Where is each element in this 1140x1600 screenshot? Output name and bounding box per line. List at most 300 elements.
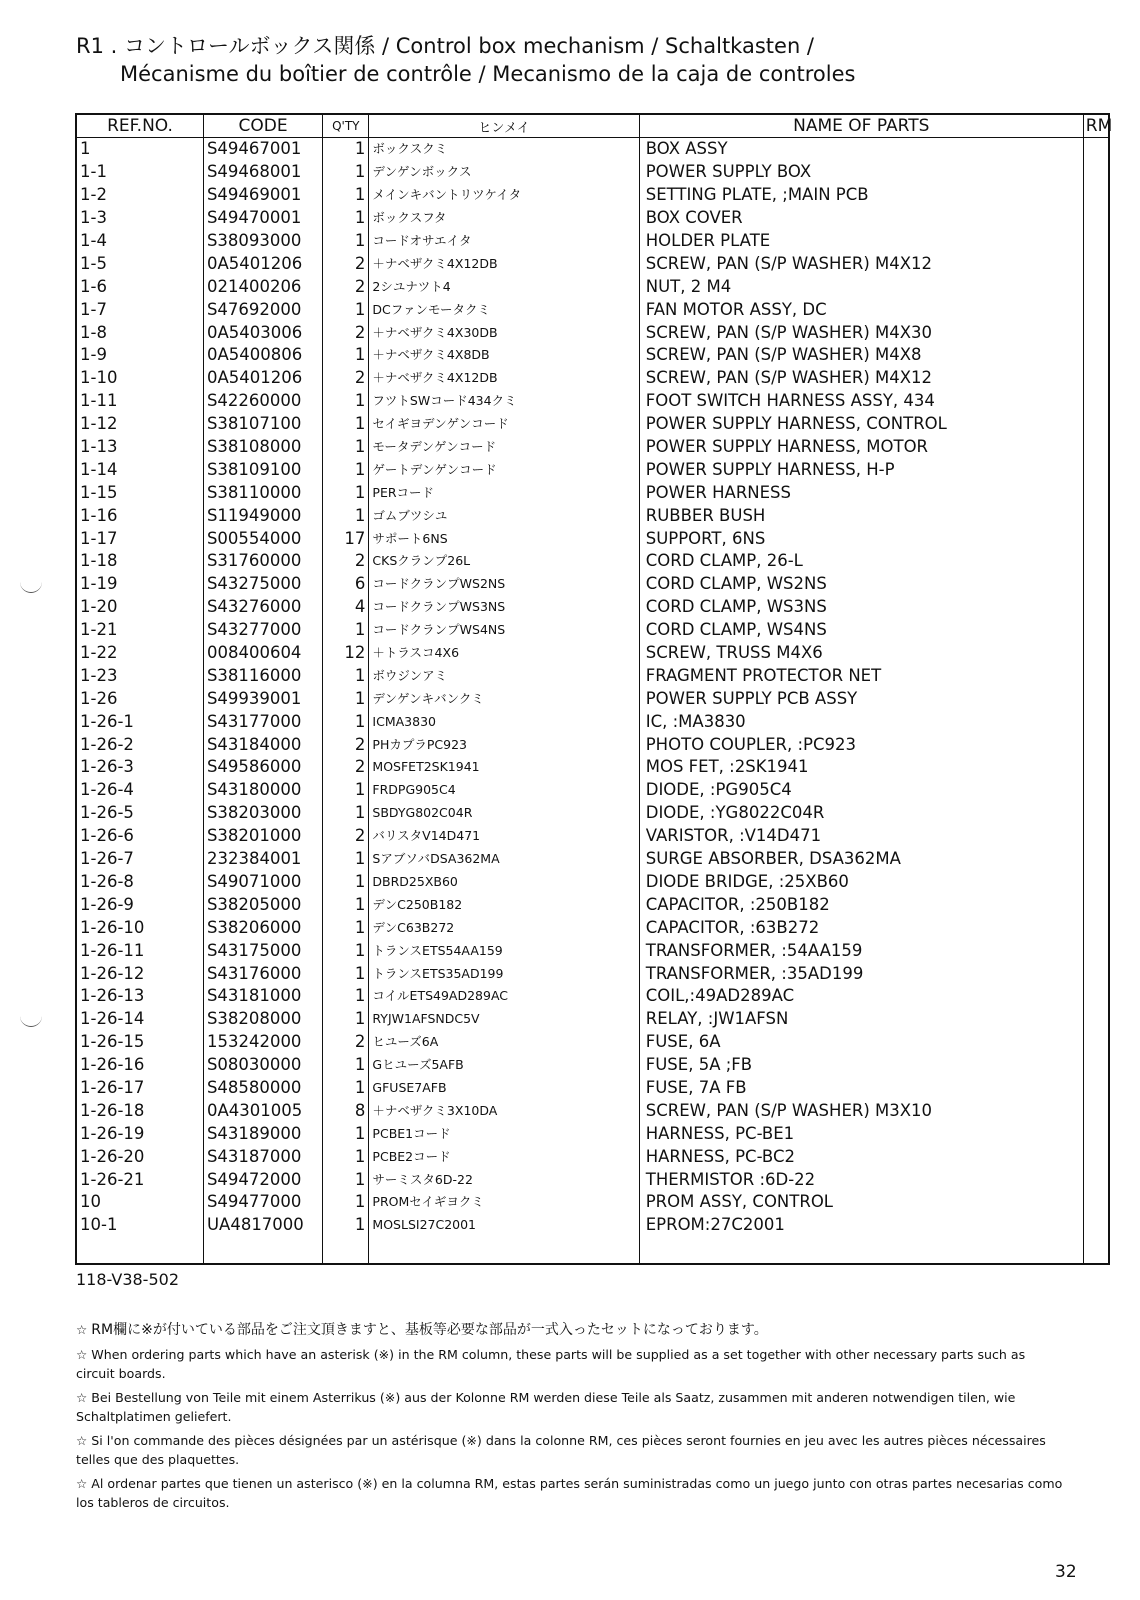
cell-code: S48580000 [203, 1077, 322, 1100]
cell-ref-no: 1-6 [76, 275, 203, 298]
binding-hole-mark [20, 578, 42, 593]
note-german-text: Bei Bestellung von Teile mit einem Asterrikus (※) aus der Kolonne RM werden diese Teile als Saatz, zusammen mit anderen notwendigen tilen, wie Schaltplatimen geliefert. [76, 1390, 1016, 1424]
cell-qty: 1 [323, 390, 369, 413]
cell-code: S43180000 [203, 779, 322, 802]
table-row [76, 802, 1109, 825]
table-row [76, 161, 1109, 184]
cell-kana-name: FRDPG905C4 [369, 779, 639, 802]
cell-code: S49586000 [203, 756, 322, 779]
cell-ref-no: 1-26-18 [76, 1099, 203, 1122]
cell-kana-name: トランスETS35AD199 [369, 962, 639, 985]
cell-kana-name: RYJW1AFSNDC5V [369, 1008, 639, 1031]
cell-part-name: HOLDER PLATE [639, 230, 1083, 253]
cell-part-name: CORD CLAMP, 26-L [639, 550, 1083, 573]
cell-code: S43175000 [203, 939, 322, 962]
table-row [76, 916, 1109, 939]
cell-ref-no: 10 [76, 1191, 203, 1214]
title-line-1: R1 . コントロールボックス関係 / Control box mechanism / Schaltkasten / [76, 34, 814, 58]
empty-cell [323, 1237, 369, 1264]
cell-ref-no: 1-1 [76, 161, 203, 184]
table-row [76, 1077, 1109, 1100]
cell-qty: 1 [323, 664, 369, 687]
cell-part-name: BOX COVER [639, 207, 1083, 230]
table-row [76, 962, 1109, 985]
cell-rm [1083, 481, 1109, 504]
cell-ref-no: 1-5 [76, 252, 203, 275]
cell-kana-name: SBDYG802C04R [369, 802, 639, 825]
cell-part-name: FRAGMENT PROTECTOR NET [639, 664, 1083, 687]
cell-rm [1083, 916, 1109, 939]
table-row [76, 642, 1109, 665]
cell-rm [1083, 1077, 1109, 1100]
note-japanese-text: RM欄に※が付いている部品をご注文頂きますと、基板等必要な部品が一式入ったセットになっております。 [91, 1322, 768, 1338]
table-row [76, 1145, 1109, 1168]
cell-code: 021400206 [203, 275, 322, 298]
cell-kana-name: PROMセイギヨクミ [369, 1191, 639, 1214]
cell-rm [1083, 458, 1109, 481]
cell-part-name: EPROM:27C2001 [639, 1214, 1083, 1237]
cell-code: S49467001 [203, 138, 322, 161]
column-header-ref: REF.NO. [76, 114, 203, 138]
table-row [76, 184, 1109, 207]
cell-part-name: SUPPORT, 6NS [639, 527, 1083, 550]
table-row [76, 413, 1109, 436]
cell-kana-name: コイルETS49AD289AC [369, 985, 639, 1008]
cell-part-name: TRANSFORMER, :54AA159 [639, 939, 1083, 962]
cell-part-name: TRANSFORMER, :35AD199 [639, 962, 1083, 985]
cell-rm [1083, 1214, 1109, 1237]
cell-code: S11949000 [203, 504, 322, 527]
cell-rm [1083, 436, 1109, 459]
cell-code: S49939001 [203, 687, 322, 710]
column-header-code: CODE [203, 114, 322, 138]
cell-code: S49472000 [203, 1168, 322, 1191]
cell-qty: 4 [323, 596, 369, 619]
cell-qty: 1 [323, 1145, 369, 1168]
cell-code: S38205000 [203, 893, 322, 916]
cell-rm [1083, 687, 1109, 710]
cell-qty: 1 [323, 1122, 369, 1145]
cell-rm [1083, 596, 1109, 619]
cell-ref-no: 1-26-10 [76, 916, 203, 939]
cell-rm [1083, 184, 1109, 207]
cell-rm [1083, 367, 1109, 390]
table-row [76, 619, 1109, 642]
table-spacer-row [76, 1237, 1109, 1264]
cell-ref-no: 1-26-12 [76, 962, 203, 985]
cell-part-name: PHOTO COUPLER, :PC923 [639, 733, 1083, 756]
table-row [76, 573, 1109, 596]
cell-part-name: CORD CLAMP, WS3NS [639, 596, 1083, 619]
cell-kana-name: デンゲンキバンクミ [369, 687, 639, 710]
cell-rm [1083, 504, 1109, 527]
cell-kana-name: デンC63B272 [369, 916, 639, 939]
cell-ref-no: 1-9 [76, 344, 203, 367]
cell-rm [1083, 321, 1109, 344]
cell-part-name: CORD CLAMP, WS4NS [639, 619, 1083, 642]
cell-qty: 1 [323, 848, 369, 871]
cell-kana-name: PCBE1コード [369, 1122, 639, 1145]
cell-kana-name: ヒユーズ6A [369, 1031, 639, 1054]
cell-ref-no: 1-26-13 [76, 985, 203, 1008]
cell-code: 0A5400806 [203, 344, 322, 367]
cell-part-name: SETTING PLATE, ;MAIN PCB [639, 184, 1083, 207]
cell-rm [1083, 1122, 1109, 1145]
cell-rm [1083, 230, 1109, 253]
star-icon: ☆ [76, 1322, 88, 1337]
note-french-text: Si l'on commande des pièces désignées par un astérisque (※) dans la colonne RM, ces pièces seront fournies en jeu avec les autres pièces nécessaires telles que des plaquettes. [76, 1433, 1046, 1467]
cell-code: S00554000 [203, 527, 322, 550]
cell-qty: 1 [323, 802, 369, 825]
cell-qty: 2 [323, 275, 369, 298]
cell-rm [1083, 1008, 1109, 1031]
cell-qty: 1 [323, 779, 369, 802]
cell-kana-name: ＋ナベザクミ4X30DB [369, 321, 639, 344]
page-title [76, 32, 855, 88]
cell-rm [1083, 779, 1109, 802]
column-header-rm: RM [1083, 114, 1109, 138]
cell-code: S49470001 [203, 207, 322, 230]
cell-kana-name: PERコード [369, 481, 639, 504]
table-row [76, 390, 1109, 413]
cell-code: S43276000 [203, 596, 322, 619]
cell-qty: 1 [323, 1191, 369, 1214]
column-header-qty: Q'TY [323, 114, 369, 138]
empty-cell [639, 1237, 1083, 1264]
cell-code: S43277000 [203, 619, 322, 642]
cell-qty: 2 [323, 825, 369, 848]
table-row [76, 1099, 1109, 1122]
cell-qty: 2 [323, 550, 369, 573]
cell-part-name: FUSE, 6A [639, 1031, 1083, 1054]
cell-qty: 1 [323, 184, 369, 207]
cell-qty: 1 [323, 230, 369, 253]
cell-rm [1083, 298, 1109, 321]
cell-rm [1083, 390, 1109, 413]
cell-part-name: POWER SUPPLY HARNESS, CONTROL [639, 413, 1083, 436]
cell-qty: 1 [323, 436, 369, 459]
cell-part-name: RUBBER BUSH [639, 504, 1083, 527]
cell-code: 008400604 [203, 642, 322, 665]
cell-kana-name: ゴムブツシユ [369, 504, 639, 527]
cell-part-name: DIODE, :YG8022C04R [639, 802, 1083, 825]
cell-ref-no: 1-26-11 [76, 939, 203, 962]
cell-part-name: CAPACITOR, :250B182 [639, 893, 1083, 916]
note-french [76, 1431, 1066, 1469]
cell-rm [1083, 733, 1109, 756]
cell-code: S08030000 [203, 1054, 322, 1077]
cell-ref-no: 1-10 [76, 367, 203, 390]
star-icon: ☆ [76, 1347, 88, 1362]
cell-part-name: POWER SUPPLY PCB ASSY [639, 687, 1083, 710]
cell-kana-name: バリスタV14D471 [369, 825, 639, 848]
cell-qty: 1 [323, 710, 369, 733]
cell-rm [1083, 642, 1109, 665]
column-header-name: NAME OF PARTS [639, 114, 1083, 138]
cell-kana-name: トランスETS54AA159 [369, 939, 639, 962]
cell-qty: 1 [323, 504, 369, 527]
cell-part-name: HARNESS, PC-BC2 [639, 1145, 1083, 1168]
cell-rm [1083, 573, 1109, 596]
table-row [76, 1031, 1109, 1054]
table-row [76, 458, 1109, 481]
cell-rm [1083, 985, 1109, 1008]
cell-kana-name: ボックスフタ [369, 207, 639, 230]
table-row [76, 1122, 1109, 1145]
star-icon: ☆ [76, 1433, 88, 1448]
cell-qty: 1 [323, 916, 369, 939]
table-row [76, 825, 1109, 848]
cell-part-name: PROM ASSY, CONTROL [639, 1191, 1083, 1214]
cell-ref-no: 1-18 [76, 550, 203, 573]
cell-rm [1083, 619, 1109, 642]
table-row [76, 321, 1109, 344]
cell-kana-name: ICMA3830 [369, 710, 639, 733]
cell-rm [1083, 1145, 1109, 1168]
cell-code: 153242000 [203, 1031, 322, 1054]
cell-qty: 1 [323, 939, 369, 962]
note-german [76, 1388, 1066, 1426]
table-row [76, 756, 1109, 779]
cell-code: 0A5401206 [203, 252, 322, 275]
cell-ref-no: 1-26-6 [76, 825, 203, 848]
table-row [76, 687, 1109, 710]
cell-kana-name: CKSクランプ26L [369, 550, 639, 573]
cell-part-name: BOX ASSY [639, 138, 1083, 161]
cell-code: S43184000 [203, 733, 322, 756]
cell-part-name: VARISTOR, :V14D471 [639, 825, 1083, 848]
cell-part-name: COIL,:49AD289AC [639, 985, 1083, 1008]
cell-rm [1083, 550, 1109, 573]
cell-ref-no: 1-26-4 [76, 779, 203, 802]
cell-ref-no: 1-8 [76, 321, 203, 344]
cell-code: 0A5401206 [203, 367, 322, 390]
cell-ref-no: 1-26-2 [76, 733, 203, 756]
cell-qty: 1 [323, 893, 369, 916]
cell-part-name: THERMISTOR :6D-22 [639, 1168, 1083, 1191]
empty-cell [369, 1237, 639, 1264]
cell-kana-name: ボウジンアミ [369, 664, 639, 687]
table-row [76, 939, 1109, 962]
cell-rm [1083, 893, 1109, 916]
cell-ref-no: 1-23 [76, 664, 203, 687]
cell-code: S43189000 [203, 1122, 322, 1145]
table-row [76, 252, 1109, 275]
cell-rm [1083, 1191, 1109, 1214]
cell-part-name: SCREW, PAN (S/P WASHER) M4X12 [639, 252, 1083, 275]
note-english [76, 1345, 1066, 1383]
cell-rm [1083, 275, 1109, 298]
cell-code: S43177000 [203, 710, 322, 733]
table-row [76, 733, 1109, 756]
title-line-2: Mécanisme du boîtier de contrôle / Mecanismo de la caja de controles [120, 62, 856, 86]
empty-cell [1083, 1237, 1109, 1264]
cell-kana-name: ボックスクミ [369, 138, 639, 161]
cell-rm [1083, 825, 1109, 848]
cell-part-name: POWER SUPPLY BOX [639, 161, 1083, 184]
cell-kana-name: メインキバントリツケイタ [369, 184, 639, 207]
cell-rm [1083, 1168, 1109, 1191]
cell-rm [1083, 1099, 1109, 1122]
cell-qty: 1 [323, 344, 369, 367]
cell-code: S38116000 [203, 664, 322, 687]
cell-qty: 1 [323, 458, 369, 481]
cell-code: 232384001 [203, 848, 322, 871]
table-row [76, 848, 1109, 871]
table-row [76, 871, 1109, 894]
cell-qty: 1 [323, 1168, 369, 1191]
note-spanish-text: Al ordenar partes que tienen un asterisco (※) en la columna RM, estas partes serán suministradas como un juego junto con otras partes necesarias como los tableros de circuitos. [76, 1476, 1063, 1510]
cell-qty: 1 [323, 481, 369, 504]
cell-part-name: POWER SUPPLY HARNESS, MOTOR [639, 436, 1083, 459]
cell-ref-no: 1-12 [76, 413, 203, 436]
cell-part-name: FUSE, 7A FB [639, 1077, 1083, 1100]
cell-part-name: POWER SUPPLY HARNESS, H-P [639, 458, 1083, 481]
table-row [76, 436, 1109, 459]
cell-ref-no: 1-15 [76, 481, 203, 504]
cell-part-name: CAPACITOR, :63B272 [639, 916, 1083, 939]
cell-ref-no: 1-26-8 [76, 871, 203, 894]
cell-part-name: FOOT SWITCH HARNESS ASSY, 434 [639, 390, 1083, 413]
cell-kana-name: サポート6NS [369, 527, 639, 550]
cell-kana-name: フツトSWコード434クミ [369, 390, 639, 413]
cell-part-name: SCREW, TRUSS M4X6 [639, 642, 1083, 665]
cell-ref-no: 1-26-15 [76, 1031, 203, 1054]
parts-table-body [76, 138, 1109, 1264]
cell-part-name: SURGE ABSORBER, DSA362MA [639, 848, 1083, 871]
cell-qty: 1 [323, 871, 369, 894]
cell-ref-no: 1-21 [76, 619, 203, 642]
cell-ref-no: 1-26-21 [76, 1168, 203, 1191]
cell-ref-no: 1-26-19 [76, 1122, 203, 1145]
cell-rm [1083, 710, 1109, 733]
cell-qty: 2 [323, 756, 369, 779]
cell-part-name: FAN MOTOR ASSY, DC [639, 298, 1083, 321]
cell-ref-no: 1-26-14 [76, 1008, 203, 1031]
cell-ref-no: 1-13 [76, 436, 203, 459]
cell-part-name: SCREW, PAN (S/P WASHER) M4X30 [639, 321, 1083, 344]
cell-ref-no: 1-17 [76, 527, 203, 550]
cell-qty: 2 [323, 1031, 369, 1054]
cell-part-name: MOS FET, :2SK1941 [639, 756, 1083, 779]
cell-kana-name: PCBE2コード [369, 1145, 639, 1168]
cell-code: S38208000 [203, 1008, 322, 1031]
cell-kana-name: MOSFET2SK1941 [369, 756, 639, 779]
cell-part-name: NUT, 2 M4 [639, 275, 1083, 298]
cell-ref-no: 1-20 [76, 596, 203, 619]
cell-rm [1083, 962, 1109, 985]
parts-table [75, 113, 1113, 1265]
cell-ref-no: 1 [76, 138, 203, 161]
cell-part-name: FUSE, 5A ;FB [639, 1054, 1083, 1077]
cell-code: S43181000 [203, 985, 322, 1008]
cell-qty: 8 [323, 1099, 369, 1122]
cell-part-name: POWER HARNESS [639, 481, 1083, 504]
cell-kana-name: デンゲンボックス [369, 161, 639, 184]
cell-kana-name: コードクランプWS2NS [369, 573, 639, 596]
cell-code: S38203000 [203, 802, 322, 825]
cell-qty: 1 [323, 962, 369, 985]
cell-rm [1083, 252, 1109, 275]
cell-qty: 2 [323, 321, 369, 344]
cell-code: S38109100 [203, 458, 322, 481]
empty-cell [76, 1237, 203, 1264]
cell-ref-no: 1-26-17 [76, 1077, 203, 1100]
cell-kana-name: DCファンモータクミ [369, 298, 639, 321]
cell-part-name: IC, :MA3830 [639, 710, 1083, 733]
cell-code: S38093000 [203, 230, 322, 253]
cell-ref-no: 1-2 [76, 184, 203, 207]
table-row [76, 1191, 1109, 1214]
cell-qty: 2 [323, 733, 369, 756]
table-row [76, 550, 1109, 573]
cell-code: S49071000 [203, 871, 322, 894]
cell-ref-no: 1-14 [76, 458, 203, 481]
note-japanese [76, 1320, 1066, 1340]
cell-qty: 2 [323, 252, 369, 275]
table-row [76, 1214, 1109, 1237]
cell-qty: 1 [323, 1008, 369, 1031]
cell-part-name: SCREW, PAN (S/P WASHER) M4X12 [639, 367, 1083, 390]
cell-ref-no: 1-26-20 [76, 1145, 203, 1168]
cell-code: S43187000 [203, 1145, 322, 1168]
cell-ref-no: 1-26-9 [76, 893, 203, 916]
cell-rm [1083, 527, 1109, 550]
cell-ref-no: 1-26-7 [76, 848, 203, 871]
cell-rm [1083, 161, 1109, 184]
cell-ref-no: 1-7 [76, 298, 203, 321]
cell-code: S47692000 [203, 298, 322, 321]
cell-rm [1083, 1031, 1109, 1054]
cell-qty: 12 [323, 642, 369, 665]
cell-code: S49477000 [203, 1191, 322, 1214]
table-row [76, 230, 1109, 253]
cell-part-name: CORD CLAMP, WS2NS [639, 573, 1083, 596]
table-row [76, 527, 1109, 550]
table-row [76, 596, 1109, 619]
table-row [76, 138, 1109, 161]
table-row [76, 1054, 1109, 1077]
cell-kana-name: MOSLSI27C2001 [369, 1214, 639, 1237]
cell-kana-name: 2シユナツト4 [369, 275, 639, 298]
cell-kana-name: デンC250B182 [369, 893, 639, 916]
cell-rm [1083, 344, 1109, 367]
cell-ref-no: 10-1 [76, 1214, 203, 1237]
cell-code: UA4817000 [203, 1214, 322, 1237]
cell-qty: 6 [323, 573, 369, 596]
cell-kana-name: DBRD25XB60 [369, 871, 639, 894]
cell-qty: 1 [323, 687, 369, 710]
table-row [76, 207, 1109, 230]
cell-qty: 1 [323, 1077, 369, 1100]
empty-cell [203, 1237, 322, 1264]
table-row [76, 664, 1109, 687]
cell-rm [1083, 207, 1109, 230]
cell-code: S38108000 [203, 436, 322, 459]
cell-kana-name: Gヒユーズ5AFB [369, 1054, 639, 1077]
cell-kana-name: PHカプラPC923 [369, 733, 639, 756]
cell-rm [1083, 664, 1109, 687]
cell-rm [1083, 138, 1109, 161]
cell-rm [1083, 756, 1109, 779]
column-header-kana: ヒンメイ [369, 114, 639, 138]
cell-kana-name: セイギヨデンゲンコード [369, 413, 639, 436]
cell-rm [1083, 871, 1109, 894]
binding-hole-mark [20, 1012, 42, 1027]
cell-part-name: HARNESS, PC-BE1 [639, 1122, 1083, 1145]
cell-ref-no: 1-4 [76, 230, 203, 253]
table-row [76, 504, 1109, 527]
